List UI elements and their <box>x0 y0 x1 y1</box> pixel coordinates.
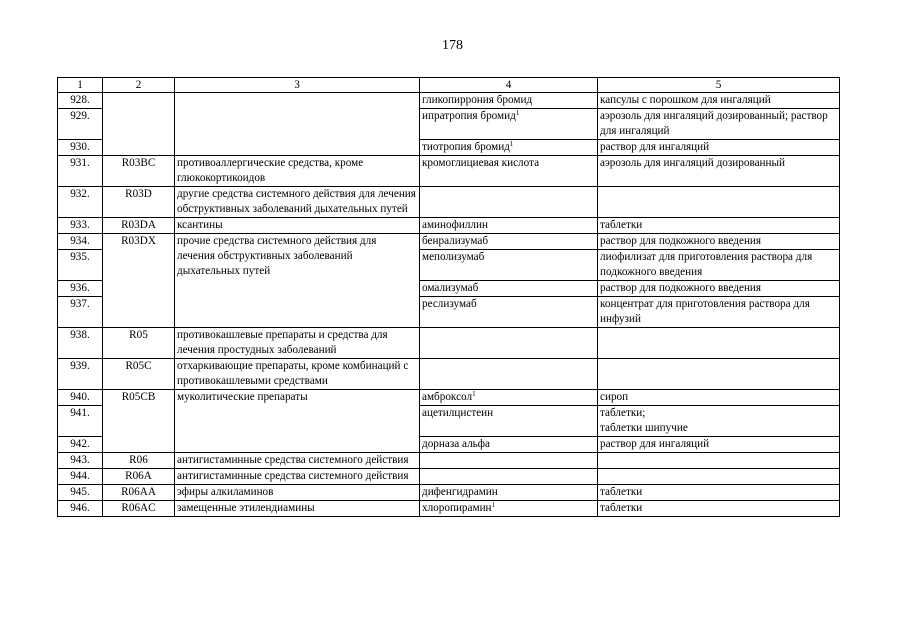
dosage-form: таблетки <box>598 501 840 517</box>
dosage-form: таблетки <box>598 218 840 234</box>
drug-name: ацетилцистеин <box>420 406 598 437</box>
drug-name: хлоропирамин$^1$ <box>420 501 598 517</box>
footnote-marker: 1 <box>491 501 496 509</box>
table-row <box>58 234 840 250</box>
table-row <box>58 93 840 109</box>
atc-code: R03D <box>103 187 175 218</box>
table-row <box>58 359 840 390</box>
group-name: другие средства системного действия для лечения обструктивных заболеваний дыхательных путей <box>175 187 420 218</box>
dosage-form: таблетки <box>598 485 840 501</box>
dosage-form-line: таблетки; <box>600 407 646 419</box>
dosage-form: сироп <box>598 390 840 406</box>
row-number: 933. <box>58 218 103 234</box>
drug-name: дифенгидрамин <box>420 485 598 501</box>
dosage-form <box>598 469 840 485</box>
group-name: антигистаминные средства системного действия <box>175 453 420 469</box>
group-name: отхаркивающие препараты, кроме комбинаций с противокашлевыми средствами <box>175 359 420 390</box>
row-number: 930. <box>58 140 103 156</box>
drug-name <box>420 328 598 359</box>
atc-code: R06AC <box>103 501 175 517</box>
drug-name: меполизумаб <box>420 250 598 281</box>
table-row <box>58 187 840 218</box>
row-number: 945. <box>58 485 103 501</box>
column-header: 4 <box>420 78 598 93</box>
row-number: 941. <box>58 406 103 437</box>
dosage-form-line: таблетки шипучие <box>600 422 688 434</box>
row-number: 937. <box>58 297 103 328</box>
row-number: 932. <box>58 187 103 218</box>
table-row <box>58 328 840 359</box>
dosage-form <box>598 359 840 390</box>
footnote-marker: 1 <box>509 140 514 148</box>
column-header: 5 <box>598 78 840 93</box>
drug-name: амброксол$^1$ <box>420 390 598 406</box>
atc-code: R06A <box>103 469 175 485</box>
drug-name <box>420 453 598 469</box>
dosage-form: аэрозоль для ингаляций дозированный <box>598 156 840 187</box>
drug-name: дорназа альфа <box>420 437 598 453</box>
table-row <box>58 485 840 501</box>
column-header: 1 <box>58 78 103 93</box>
table-row <box>58 390 840 406</box>
row-number: 946. <box>58 501 103 517</box>
table-row <box>58 156 840 187</box>
drug-name: гликопиррония бромид <box>420 93 598 109</box>
group-name: противоаллергические средства, кроме глюкокортикоидов <box>175 156 420 187</box>
atc-code: R06 <box>103 453 175 469</box>
table-row <box>58 453 840 469</box>
drug-name <box>420 469 598 485</box>
group-name: противокашлевые препараты и средства для лечения простудных заболеваний <box>175 328 420 359</box>
row-number: 943. <box>58 453 103 469</box>
group-name-cell <box>175 93 420 156</box>
group-name: замещенные этилендиамины <box>175 501 420 517</box>
dosage-form <box>598 406 840 437</box>
row-number: 936. <box>58 281 103 297</box>
group-name: ксантины <box>175 218 420 234</box>
dosage-form: раствор для подкожного введения <box>598 281 840 297</box>
row-number: 931. <box>58 156 103 187</box>
group-name: муколитические препараты <box>175 390 420 453</box>
drug-name: реслизумаб <box>420 297 598 328</box>
column-header: 2 <box>103 78 175 93</box>
drug-name <box>420 359 598 390</box>
row-number: 928. <box>58 93 103 109</box>
drug-name: бенрализумаб <box>420 234 598 250</box>
dosage-form: капсулы с порошком для ингаляций <box>598 93 840 109</box>
dosage-form <box>598 453 840 469</box>
row-number: 939. <box>58 359 103 390</box>
dosage-form: аэрозоль для ингаляций дозированный; раствор для ингаляций <box>598 109 840 140</box>
group-name: эфиры алкиламинов <box>175 485 420 501</box>
dosage-form: концентрат для приготовления раствора для инфузий <box>598 297 840 328</box>
row-number: 934. <box>58 234 103 250</box>
drug-name <box>420 187 598 218</box>
dosage-form <box>598 187 840 218</box>
drug-name: тиотропия бромид$^1$ <box>420 140 598 156</box>
footnote-marker: 1 <box>515 109 520 117</box>
row-number: 942. <box>58 437 103 453</box>
group-name: прочие средства системного действия для лечения обструктивных заболеваний дыхательных путей <box>175 234 420 328</box>
row-number: 935. <box>58 250 103 281</box>
row-number: 938. <box>58 328 103 359</box>
page-number: 178 <box>442 38 463 53</box>
dosage-form <box>598 328 840 359</box>
table-row <box>58 501 840 517</box>
atc-code: R05 <box>103 328 175 359</box>
table-row <box>58 469 840 485</box>
drug-name: кромоглициевая кислота <box>420 156 598 187</box>
dosage-form: раствор для подкожного введения <box>598 234 840 250</box>
footnote-marker: 1 <box>472 390 476 398</box>
header-row <box>58 78 840 93</box>
row-number: 944. <box>58 469 103 485</box>
dosage-form: лиофилизат для приготовления раствора для подкожного введения <box>598 250 840 281</box>
drug-name: аминофиллин <box>420 218 598 234</box>
atc-code: R05C <box>103 359 175 390</box>
atc-code: R03DA <box>103 218 175 234</box>
column-header: 3 <box>175 78 420 93</box>
group-name: антигистаминные средства системного действия <box>175 469 420 485</box>
medicine-table <box>57 77 840 517</box>
atc-code: R03BC <box>103 156 175 187</box>
atc-code: R06AA <box>103 485 175 501</box>
atc-code: R03DX <box>103 234 175 328</box>
table-row <box>58 218 840 234</box>
drug-name: омализумаб <box>420 281 598 297</box>
dosage-form: раствор для ингаляций <box>598 437 840 453</box>
row-number: 929. <box>58 109 103 140</box>
atc-code-cell <box>103 93 175 156</box>
dosage-form: раствор для ингаляций <box>598 140 840 156</box>
atc-code: R05CB <box>103 390 175 453</box>
row-number: 940. <box>58 390 103 406</box>
drug-name: ипратропия бромид$^1$ <box>420 109 598 140</box>
